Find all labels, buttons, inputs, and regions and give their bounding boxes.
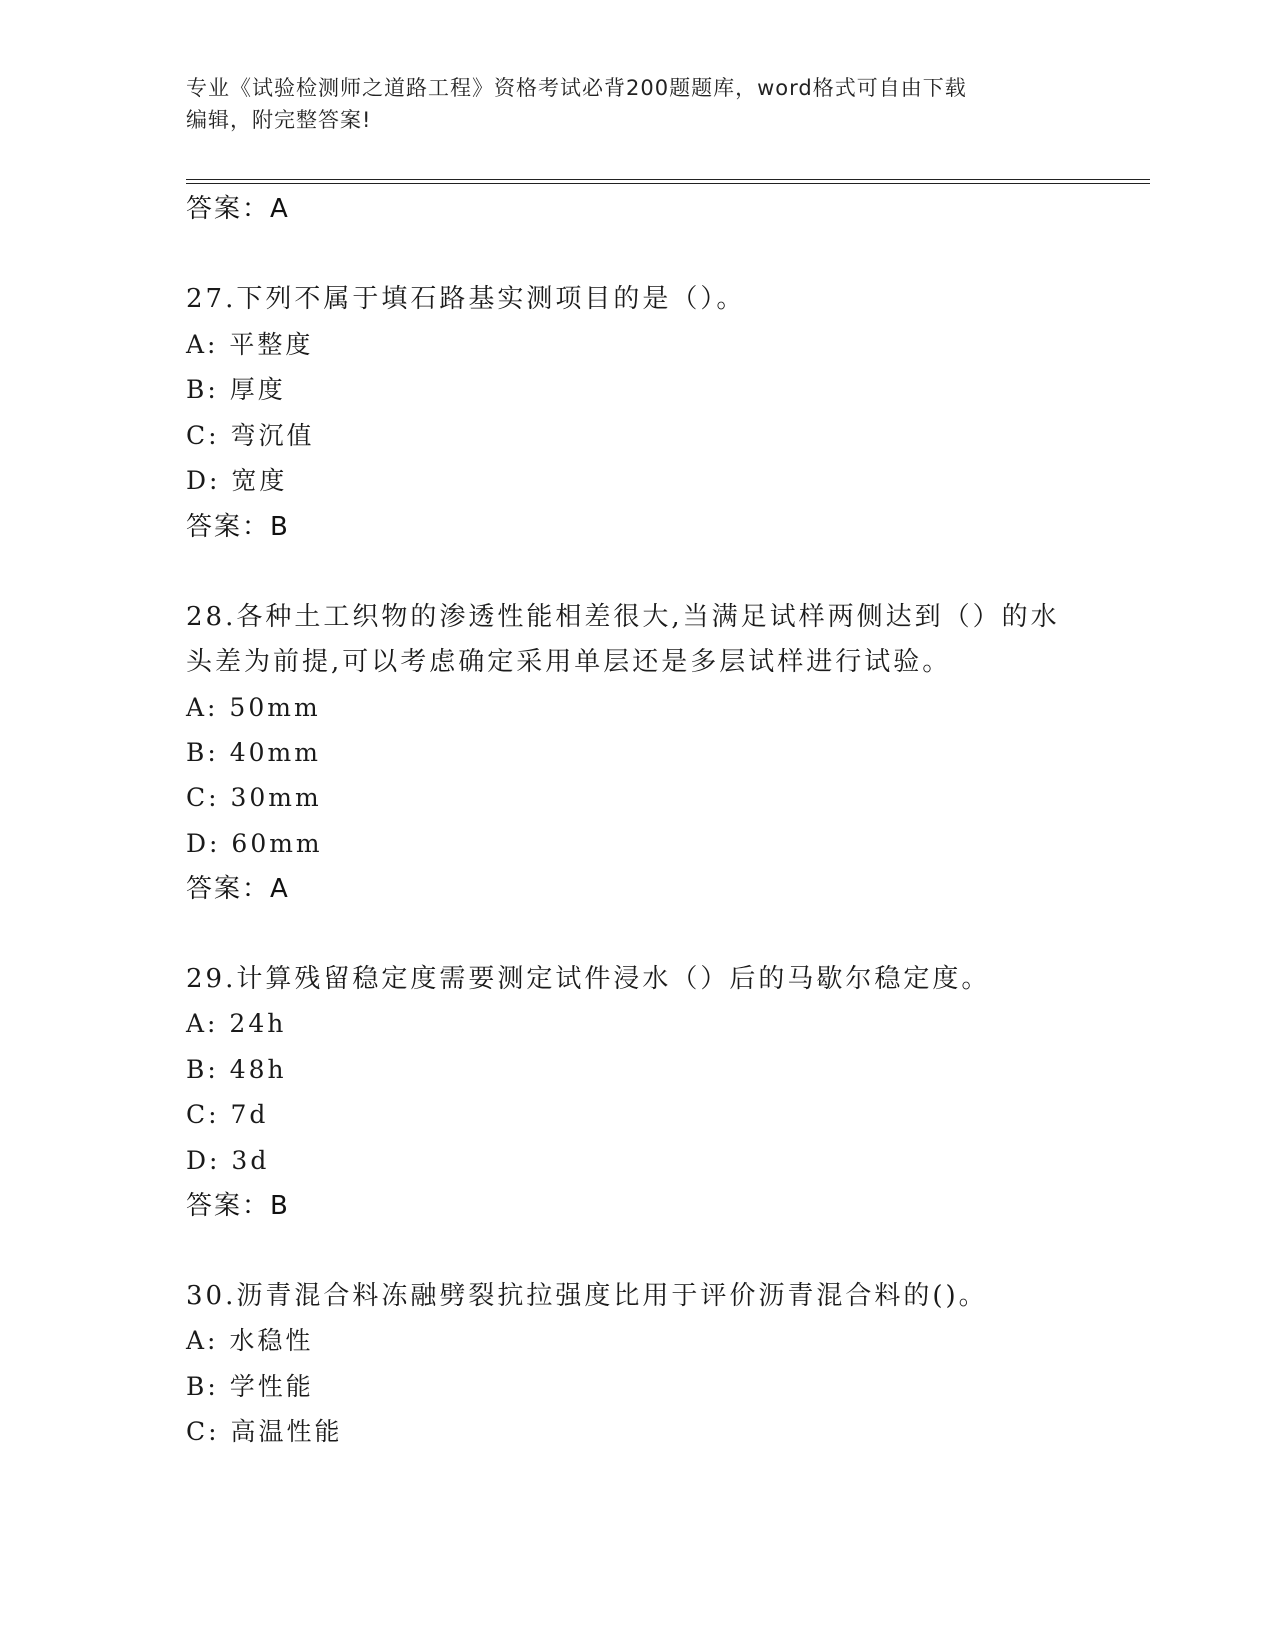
question-28-answer: 答案：A bbox=[186, 874, 290, 904]
question-29-option-c: C: 7d bbox=[186, 1100, 269, 1129]
question-29-stem: 29.计算残留稳定度需要测定试件浸水（）后的马歇尔稳定度。 bbox=[186, 964, 991, 994]
question-28-option-d: D: 60mm bbox=[186, 829, 323, 858]
question-28-option-b: B: 40mm bbox=[186, 738, 321, 767]
question-30-option-c: C: 高温性能 bbox=[186, 1417, 343, 1446]
question-28-option-c: C: 30mm bbox=[186, 783, 322, 812]
question-28-option-a: A: 50mm bbox=[186, 693, 321, 722]
question-27-answer: 答案：B bbox=[186, 512, 290, 542]
question-27-option-b: B: 厚度 bbox=[186, 375, 286, 404]
header-divider-top bbox=[186, 179, 1150, 180]
question-28-stem-line-1: 28.各种土工织物的渗透性能相差很大,当满足试样两侧达到（）的水 bbox=[186, 602, 1060, 632]
header-line-1: 专业《试验检测师之道路工程》资格考试必背200题题库，word格式可自由下载 bbox=[186, 76, 967, 100]
question-29-option-b: B: 48h bbox=[186, 1055, 287, 1084]
question-30-option-a: A: 水稳性 bbox=[186, 1326, 314, 1355]
question-29-answer: 答案：B bbox=[186, 1191, 290, 1221]
question-28-stem-line-2: 头差为前提,可以考虑确定采用单层还是多层试样进行试验。 bbox=[186, 647, 952, 677]
question-30-stem: 30.沥青混合料冻融劈裂抗拉强度比用于评价沥青混合料的()。 bbox=[186, 1281, 988, 1311]
header-line-2: 编辑，附完整答案! bbox=[186, 108, 372, 132]
previous-answer: 答案：A bbox=[186, 194, 290, 224]
header-divider-bottom bbox=[186, 183, 1150, 184]
question-27-option-c: C: 弯沉值 bbox=[186, 421, 315, 450]
question-30-option-b: B: 学性能 bbox=[186, 1372, 314, 1401]
document-header bbox=[186, 72, 1066, 136]
question-27-stem: 27.下列不属于填石路基实测项目的是（）。 bbox=[186, 284, 746, 314]
question-27-option-d: D: 宽度 bbox=[186, 466, 288, 495]
question-29-option-a: A: 24h bbox=[186, 1009, 287, 1038]
question-27-option-a: A: 平整度 bbox=[186, 330, 314, 359]
question-29-option-d: D: 3d bbox=[186, 1146, 270, 1175]
